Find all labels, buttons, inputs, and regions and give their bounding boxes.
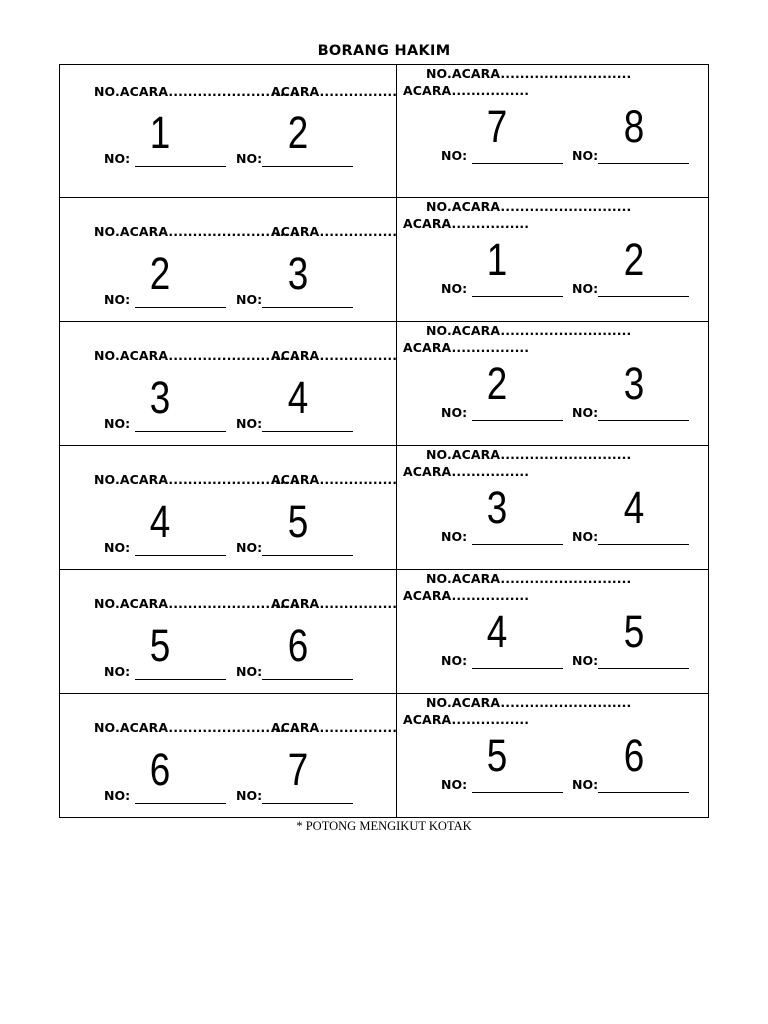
no-acara-label: NO.ACARA........................... xyxy=(426,695,632,710)
no-field-right: NO: xyxy=(236,540,263,555)
no-field-right: NO: xyxy=(572,281,599,296)
no-field-left: NO: xyxy=(104,416,131,431)
entry-number-left: 1 xyxy=(486,234,508,285)
no-field-left: NO: xyxy=(441,777,468,792)
no-field-right: NO: xyxy=(236,664,263,679)
no-blank-right xyxy=(262,307,353,308)
entry-number-right: 6 xyxy=(287,620,309,671)
no-acara-label: NO.ACARA........................... xyxy=(426,571,632,586)
no-field-right: NO: xyxy=(236,788,263,803)
no-blank-left xyxy=(472,544,563,545)
entry-number-right: 4 xyxy=(623,482,645,533)
no-field-left: NO: xyxy=(104,292,131,307)
no-blank-left xyxy=(472,668,563,669)
entry-number-right: 5 xyxy=(623,606,645,657)
acara-label: ACARA................ xyxy=(271,720,398,735)
no-field-right: NO: xyxy=(572,405,599,420)
entry-number-left: 6 xyxy=(149,744,171,795)
row-divider xyxy=(59,693,709,694)
no-blank-right xyxy=(598,163,689,164)
entry-number-left: 3 xyxy=(486,482,508,533)
entry-number-left: 4 xyxy=(486,606,508,657)
row-divider xyxy=(59,569,709,570)
no-field-left: NO: xyxy=(104,151,131,166)
cut-instruction: * POTONG MENGIKUT KOTAK xyxy=(296,819,472,833)
entry-number-right: 8 xyxy=(623,101,645,152)
no-acara-label: NO.ACARA........................... xyxy=(94,472,300,487)
no-blank-right xyxy=(598,420,689,421)
no-acara-label: NO.ACARA........................... xyxy=(94,84,300,99)
no-blank-right xyxy=(262,555,353,556)
no-field-right: NO: xyxy=(572,529,599,544)
no-blank-left xyxy=(135,431,226,432)
no-field-left: NO: xyxy=(441,529,468,544)
no-field-right: NO: xyxy=(572,148,599,163)
no-blank-left xyxy=(472,163,563,164)
no-blank-right xyxy=(598,544,689,545)
no-field-left: NO: xyxy=(104,664,131,679)
no-field-right: NO: xyxy=(236,416,263,431)
acara-label: ACARA................ xyxy=(403,83,530,98)
entry-number-left: 3 xyxy=(149,372,171,423)
entry-number-left: 5 xyxy=(149,620,171,671)
no-field-left: NO: xyxy=(104,788,131,803)
no-blank-left xyxy=(135,307,226,308)
form-title: BORANG HAKIM xyxy=(317,43,451,59)
no-acara-label: NO.ACARA........................... xyxy=(94,596,300,611)
column-divider xyxy=(396,64,397,818)
no-acara-label: NO.ACARA........................... xyxy=(426,323,632,338)
no-blank-right xyxy=(598,668,689,669)
entry-number-right: 2 xyxy=(623,234,645,285)
no-acara-label: NO.ACARA........................... xyxy=(94,720,300,735)
acara-label: ACARA................ xyxy=(403,712,530,727)
acara-label: ACARA................ xyxy=(271,224,398,239)
no-blank-left xyxy=(472,296,563,297)
no-field-left: NO: xyxy=(441,148,468,163)
row-divider xyxy=(59,321,709,322)
no-blank-right xyxy=(598,792,689,793)
row-divider xyxy=(59,445,709,446)
no-blank-left xyxy=(135,679,226,680)
entry-number-right: 7 xyxy=(287,744,309,795)
no-acara-label: NO.ACARA........................... xyxy=(426,66,632,81)
no-acara-label: NO.ACARA........................... xyxy=(94,348,300,363)
entry-number-right: 3 xyxy=(623,358,645,409)
no-blank-left xyxy=(135,803,226,804)
entry-number-left: 4 xyxy=(149,496,171,547)
no-blank-right xyxy=(598,296,689,297)
acara-label: ACARA................ xyxy=(403,216,530,231)
entry-number-right: 6 xyxy=(623,730,645,781)
acara-label: ACARA................ xyxy=(403,588,530,603)
no-acara-label: NO.ACARA........................... xyxy=(426,199,632,214)
no-blank-right xyxy=(262,679,353,680)
no-blank-right xyxy=(262,166,353,167)
no-acara-label: NO.ACARA........................... xyxy=(94,224,300,239)
no-field-right: NO: xyxy=(236,151,263,166)
acara-label: ACARA................ xyxy=(271,348,398,363)
no-field-left: NO: xyxy=(441,653,468,668)
no-acara-label: NO.ACARA........................... xyxy=(426,447,632,462)
no-blank-left xyxy=(472,792,563,793)
entry-number-left: 1 xyxy=(149,107,171,158)
no-blank-left xyxy=(472,420,563,421)
entry-number-left: 7 xyxy=(486,101,508,152)
acara-label: ACARA................ xyxy=(403,464,530,479)
entry-number-left: 2 xyxy=(486,358,508,409)
no-field-right: NO: xyxy=(236,292,263,307)
entry-number-left: 5 xyxy=(486,730,508,781)
no-blank-left xyxy=(135,166,226,167)
no-blank-right xyxy=(262,431,353,432)
no-blank-left xyxy=(135,555,226,556)
no-field-left: NO: xyxy=(441,281,468,296)
acara-label: ACARA................ xyxy=(271,472,398,487)
row-divider xyxy=(59,197,709,198)
no-blank-right xyxy=(262,803,353,804)
no-field-left: NO: xyxy=(104,540,131,555)
acara-label: ACARA................ xyxy=(403,340,530,355)
acara-label: ACARA................ xyxy=(271,596,398,611)
acara-label: ACARA................ xyxy=(271,84,398,99)
entry-number-right: 2 xyxy=(287,107,309,158)
no-field-left: NO: xyxy=(441,405,468,420)
no-field-right: NO: xyxy=(572,777,599,792)
no-field-right: NO: xyxy=(572,653,599,668)
entry-number-left: 2 xyxy=(149,248,171,299)
entry-number-right: 3 xyxy=(287,248,309,299)
entry-number-right: 4 xyxy=(287,372,309,423)
entry-number-right: 5 xyxy=(287,496,309,547)
